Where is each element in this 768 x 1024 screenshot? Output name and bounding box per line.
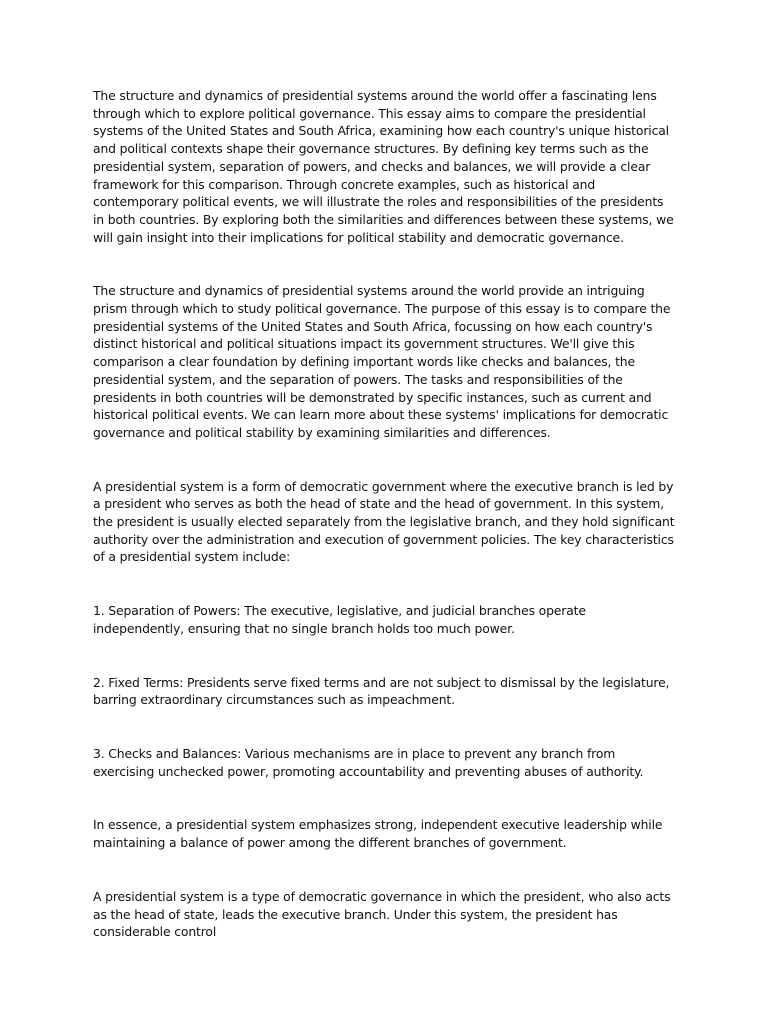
paragraph-definition: A presidential system is a form of democratic government where the executive branch is led by a president who serves as both the head of state and the head of government. In this system, the president is usually elected separately from the legislative branch, and they hold significant authority over the administration and execution of government policies. The key characteristics of a presidential system include: bbox=[93, 478, 675, 565]
paragraph-intro: The structure and dynamics of presidential systems around the world offer a fascinating lens through which to explore political governance. This essay aims to compare the presidential systems of the United States and South Africa, examining how each country's unique historical and political contexts shape their governance structures. By defining key terms such as the presidential system, separation of powers, and checks and balances, we will provide a clear framework for this comparison. Through concrete examples, such as historical and contemporary political events, we will illustrate the roles and responsibilities of the presidents in both countries. By exploring both the similarities and differences between these systems, we will gain insight into their implications for political stability and democratic governance. bbox=[93, 88, 674, 245]
paragraph-intro-rephrased: The structure and dynamics of presidential systems around the world provide an intriguing prism through which to study political governance. The purpose of this essay is to compare the presidential systems of the United States and South Africa, focussing on how each country's distinct historical and political situations impact its government structures. We'll give this comparison a clear foundation by defining important words like checks and balances, the presidential system, and the separation of powers. The tasks and responsibilities of the presidents in both countries will be demonstrated by specific instances, such as current and historical political events. We can learn more about these systems' implications for democratic governance and political stability by examining similarities and differences. bbox=[93, 283, 671, 440]
list-item-fixed-terms: 2. Fixed Terms: Presidents serve fixed terms and are not subject to dismissal by the legislature, barring extraordinary circumstances such as impeachment. bbox=[93, 674, 670, 708]
list-item-checks-and-balances: 3. Checks and Balances: Various mechanisms are in place to prevent any branch from exercising unchecked power, promoting accountability and preventing abuses of authority. bbox=[93, 745, 644, 779]
paragraph-definition-rephrased: A presidential system is a type of democratic governance in which the president, who also acts as the head of state, leads the executive branch. Under this system, the president has considerable control bbox=[93, 888, 671, 940]
paragraph-summary: In essence, a presidential system emphasizes strong, independent executive leadership while maintaining a balance of power among the different branches of government. bbox=[93, 817, 663, 851]
list-item-separation-of-powers: 1. Separation of Powers: The executive, legislative, and judicial branches operate independently, ensuring that no single branch holds too much power. bbox=[93, 603, 586, 636]
document-body bbox=[93, 87, 677, 977]
